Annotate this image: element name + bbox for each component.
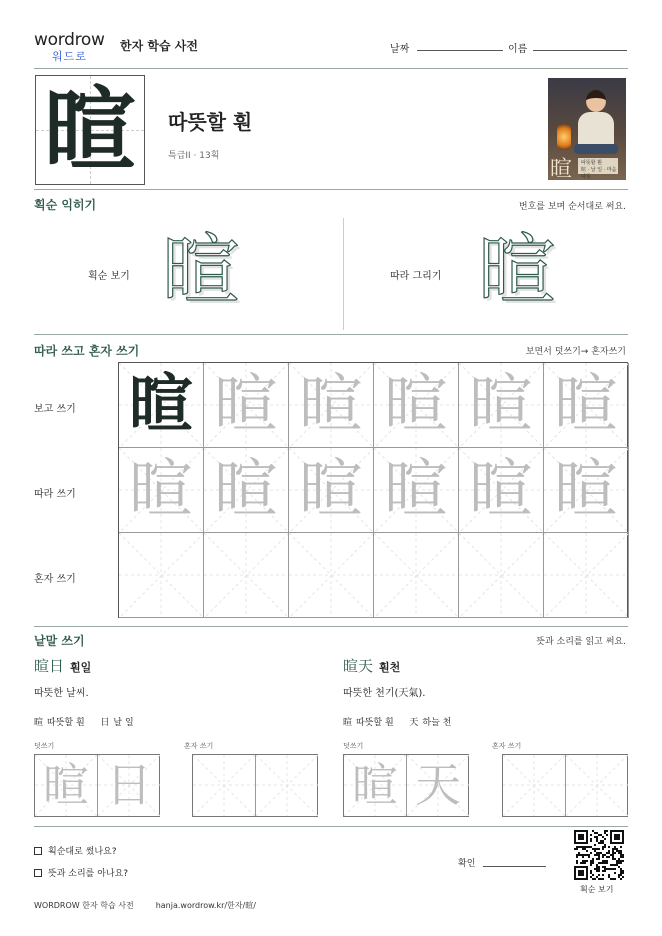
divider-4 [34, 826, 628, 827]
stroke-view-label: 획순 보기 [88, 271, 130, 282]
practice-cell[interactable] [204, 363, 289, 448]
character-meaning: 따뜻할 훤 [168, 110, 253, 134]
practice-cell[interactable] [374, 533, 459, 618]
word-2-parts: 暄 따뜻할 훤 天 하늘 천 [343, 718, 452, 728]
practice-cell[interactable] [374, 448, 459, 533]
word-2-alone-label: 혼자 쓰기 [492, 742, 522, 750]
practice-cell[interactable] [119, 448, 204, 533]
illustration-image [548, 78, 626, 180]
divider-1 [34, 189, 628, 190]
trace-character: 暄 [384, 368, 448, 442]
practice-cell[interactable] [204, 533, 289, 618]
trace-character: 暄 [554, 368, 618, 442]
wordrow-logo [34, 30, 114, 64]
practice-cell[interactable] [459, 448, 544, 533]
practice-cell[interactable] [289, 533, 374, 618]
name-field-line[interactable] [533, 50, 627, 51]
row-label-alone: 혼자 쓰기 [34, 574, 76, 585]
checkbox-icon[interactable] [34, 847, 42, 855]
header-divider [34, 68, 628, 69]
illustration-book [578, 158, 618, 180]
dictionary-title: 한자 학습 사전 [120, 39, 198, 53]
stroke-divider [343, 218, 344, 330]
practice-cell[interactable] [119, 363, 204, 448]
word-2-alone-box[interactable] [502, 754, 628, 817]
word-2-reading: 훤천 [379, 661, 401, 674]
stroke-section-note: 번호를 보며 순서대로 써요. [518, 202, 626, 212]
trace-character: 暄 [299, 368, 363, 442]
illustration-character: 暄 [550, 157, 573, 180]
lamp-illustration [557, 124, 571, 150]
logo-korean: 워드로 [52, 50, 87, 63]
stroke-order-character: 暄 [162, 226, 241, 316]
word-1-alone-box[interactable] [192, 754, 318, 817]
character-grade: 특급II · 13획 [168, 151, 220, 161]
illustration-caption-1: 따뜻할 훤 [581, 160, 602, 166]
word-2-hanja: 暄天 훤천 [343, 657, 401, 675]
model-character: 暄 [129, 367, 193, 442]
stroke-trace-label: 따라 그리기 [390, 271, 442, 282]
main-character: 暄 [43, 76, 136, 184]
stroke-trace-character[interactable]: 暄 [478, 226, 557, 316]
practice-cell[interactable] [459, 533, 544, 618]
trace-character: 暄 [299, 453, 363, 527]
word-2-meaning: 따뜻한 천기(天氣). [343, 688, 426, 699]
trace-character: 暄 [214, 368, 278, 442]
row-label-trace: 따라 쓰기 [34, 489, 76, 500]
stroke-section-title: 획순 익히기 [34, 198, 97, 212]
illustration-caption-2: 暄 · 날 일 · 마음 따뜻 [581, 167, 617, 180]
words-section-title: 낱말 쓰기 [34, 634, 85, 648]
practice-grid [118, 362, 628, 618]
date-field-line[interactable] [417, 50, 503, 51]
practice-cell[interactable] [119, 533, 204, 618]
checklist-item-2[interactable]: 뜻과 소리를 아나요? [34, 866, 128, 879]
logo-wordmark: wordrow [34, 30, 105, 50]
words-section-note: 뜻과 소리를 읽고 써요. [536, 637, 626, 647]
word-2-trace-label: 덧쓰기 [343, 742, 364, 750]
confirm-label: 확인 [458, 859, 476, 869]
word-1-reading: 훤일 [70, 661, 92, 674]
trace-character: 暄 [214, 453, 278, 527]
main-character-box [35, 75, 145, 185]
qr-label: 획순 보기 [580, 885, 614, 894]
checklist-item-1[interactable]: 획순대로 썼나요? [34, 844, 117, 857]
practice-cell[interactable] [289, 363, 374, 448]
practice-cell[interactable] [544, 363, 629, 448]
trace-character: 暄 [469, 368, 533, 442]
word-2-trace-box[interactable]: 暄 天 [343, 754, 469, 817]
trace-character: 暄 [129, 453, 193, 527]
checkbox-icon[interactable] [34, 869, 42, 877]
qr-code-icon[interactable] [574, 830, 624, 880]
confirm-signature-line[interactable] [483, 866, 546, 867]
trace-character: 暄 [384, 453, 448, 527]
word-1-trace-box[interactable]: 暄 日 [34, 754, 160, 817]
practice-cell[interactable] [544, 448, 629, 533]
practice-cell[interactable] [544, 533, 629, 618]
practice-section-note: 보면서 덧쓰기→ 혼자쓰기 [525, 347, 626, 357]
practice-cell[interactable] [289, 448, 374, 533]
row-label-view: 보고 쓰기 [34, 404, 76, 415]
footer-brand: WORDROW 한자 학습 사전 [34, 901, 134, 910]
name-label: 이름 [508, 44, 528, 55]
word-1-alone-label: 혼자 쓰기 [184, 742, 214, 750]
date-label: 날짜 [390, 44, 410, 55]
practice-cell[interactable] [459, 363, 544, 448]
trace-character: 暄 [469, 453, 533, 527]
practice-section-title: 따라 쓰고 혼자 쓰기 [34, 344, 140, 358]
divider-2 [34, 334, 628, 335]
word-1-trace-label: 덧쓰기 [34, 742, 55, 750]
practice-cell[interactable] [374, 363, 459, 448]
footer-url[interactable]: hanja.wordrow.kr/한자/暄/ [155, 901, 256, 910]
word-1-parts: 暄 따뜻할 훤 日 날 일 [34, 718, 134, 728]
divider-3 [34, 626, 628, 627]
word-1-hanja: 暄日 훤일 [34, 657, 92, 675]
practice-cell[interactable] [204, 448, 289, 533]
word-1-meaning: 따뜻한 날씨. [34, 688, 89, 699]
trace-character: 暄 [554, 453, 618, 527]
footer [34, 900, 256, 911]
